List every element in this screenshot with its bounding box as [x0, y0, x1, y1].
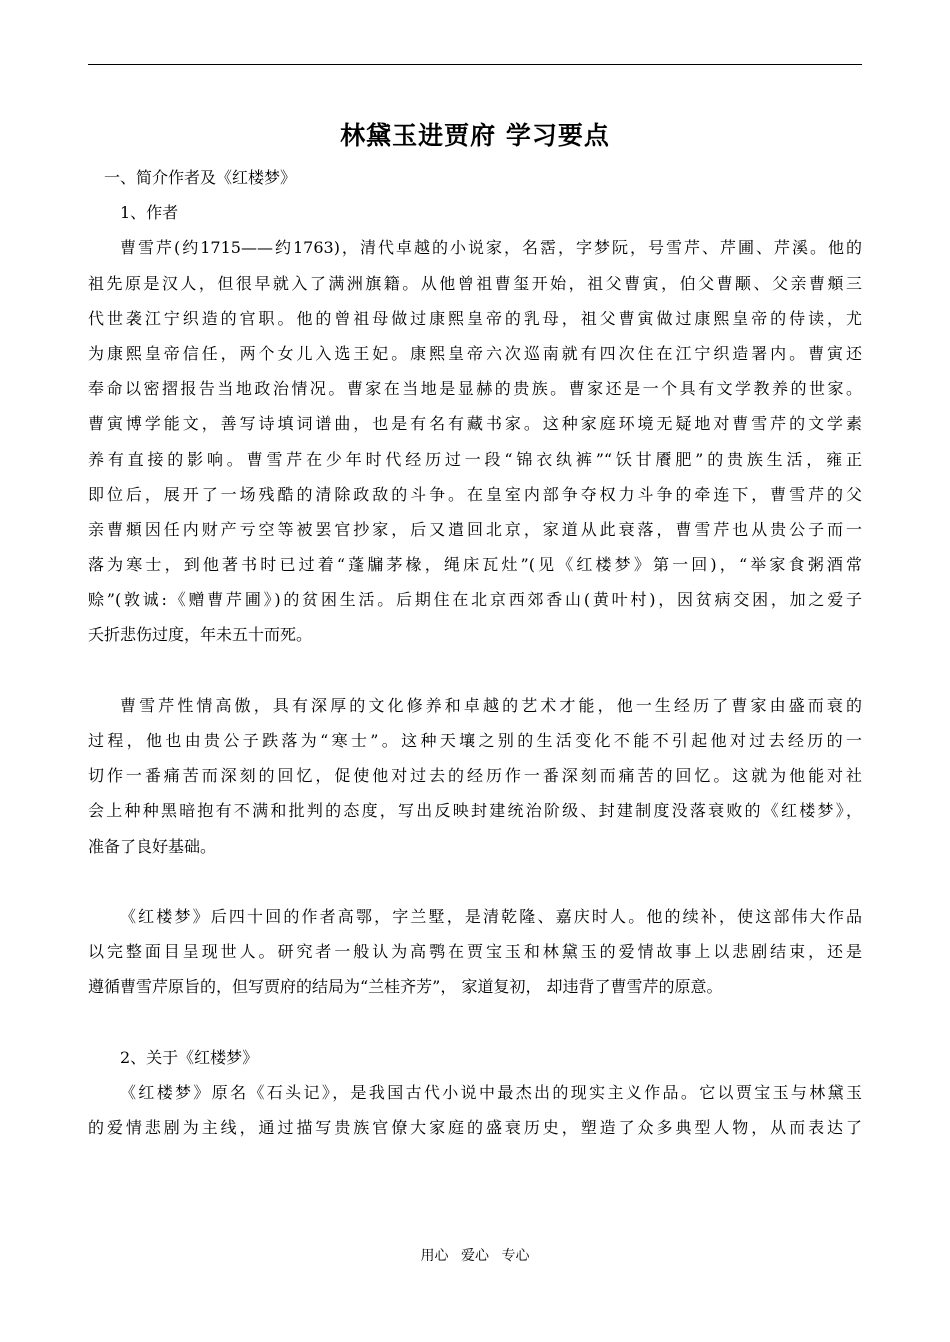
paragraph-line: 《红楼梦》原名《石头记》，是我国古代小说中最杰出的现实主义作品。它以贾宝玉与林黛玉 — [120, 1082, 862, 1102]
paragraph-line: 奉命以密摺报告当地政治情况。曹家在当地是显赫的贵族。曹家还是一个具有文学教养的世家。 — [88, 379, 862, 399]
paragraph-line: 过程，他也由贵公子跌落为“寒士”。这种天壤之别的生活变化不能不引起他对过去经历的一 — [88, 731, 862, 750]
paragraph-gap — [88, 864, 862, 899]
paragraph-line: 代世袭江宁织造的官职。他的曾祖母做过康熙皇帝的乳母，祖父曹寅做过康熙皇帝的侍读，尤 — [88, 308, 862, 328]
paragraph-line: 赊”(敦诚:《赠曹芹圃》)的贫困生活。后期住在北京西郊香山(黄叶村)，因贫病交困，加之爱子 — [88, 590, 862, 610]
paragraph-novel-intro — [88, 1075, 862, 1145]
paragraph-line: 遵循曹雪芹原旨的，但写贾府的结局为“兰桂齐芳”， 家道复初， 却违背了曹雪芹的原意。 — [88, 977, 723, 997]
page-footer: 用心 爱心 专心 — [420, 1248, 530, 1264]
paragraph-line: 切作一番痛苦而深刻的回忆，促使他对过去的经历作一番深刻而痛苦的回忆。这就为他能对社 — [88, 766, 862, 786]
paragraph-line: 的爱情悲剧为主线，通过描写贵族官僚大家庭的盛衰历史，塑造了众多典型人物，从而表达了 — [88, 1118, 862, 1138]
paragraph-line: 亲曹頫因任内财产亏空等被罢官抄家，后又遣回北京，家道从此衰落，曹雪芹也从贵公子而一 — [88, 519, 862, 539]
paragraph-line: 落为寒士，到他著书时已过着“蓬牖茅椽，绳床瓦灶”(见《红楼梦》第一回)，“举家食粥酒常 — [88, 555, 862, 575]
paragraph-line: 祖先原是汉人，但很早就入了满洲旗籍。从他曾祖曹玺开始，祖父曹寅，伯父曹颙、父亲曹頫三 — [88, 273, 862, 293]
paragraph-gao-e — [88, 899, 862, 1005]
document-body — [88, 160, 862, 1145]
paragraph-line: 《红楼梦》后四十回的作者高鄂，字兰墅，是清乾隆、嘉庆时人。他的续补，使这部伟大作品 — [120, 906, 862, 926]
header-rule — [88, 64, 862, 65]
paragraph-line: 曹雪芹性情高傲，具有深厚的文化修养和卓越的艺术才能，他一生经历了曹家由盛而衰的 — [120, 695, 862, 715]
paragraph-gap — [88, 1005, 862, 1040]
paragraph-line: 曹雪芹(约1715——约1763)，清代卓越的小说家，名霑，字梦阮，号雪芹、芹圃、芹溪。他的 — [120, 238, 862, 258]
subsection-heading-author: 1、作者 — [120, 203, 179, 223]
paragraph-line: 会上种种黑暗抱有不满和批判的态度，写出反映封建统治阶级、封建制度没落衰败的《红楼梦》， — [88, 801, 862, 821]
paragraph-author-character — [88, 688, 862, 864]
section-heading: 一、简介作者及《红楼梦》 — [104, 168, 297, 187]
paragraph-gap — [88, 653, 862, 688]
page-title: 林黛玉进贾府 学习要点 — [340, 121, 610, 150]
paragraph-line: 即位后，展开了一场残酷的清除政敌的斗争。在皇室内部争夺权力斗争的牵连下，曹雪芹的父 — [88, 484, 862, 504]
paragraph-line: 养有直接的影响。曹雪芹在少年时代经历过一段“锦衣纨裤”“饫甘餍肥”的贵族生活，雍正 — [88, 449, 862, 469]
paragraph-line: 为康熙皇帝信任，两个女儿入选王妃。康熙皇帝六次巡南就有四次住在江宁织造署内。曹寅还 — [88, 343, 862, 363]
subsection-heading-novel: 2、关于《红楼梦》 — [120, 1047, 259, 1067]
paragraph-line: 夭折悲伤过度，年未五十而死。 — [88, 625, 313, 645]
paragraph-line: 准备了良好基础。 — [88, 836, 217, 856]
paragraph-line: 曹寅博学能文，善写诗填词谱曲，也是有名有藏书家。这种家庭环境无疑地对曹雪芹的文学素 — [88, 414, 862, 434]
paragraph-line: 以完整面目呈现世人。研究者一般认为高鹗在贾宝玉和林黛玉的爱情故事上以悲剧结束，还是 — [88, 942, 862, 962]
paragraph-author-bio — [88, 230, 862, 652]
